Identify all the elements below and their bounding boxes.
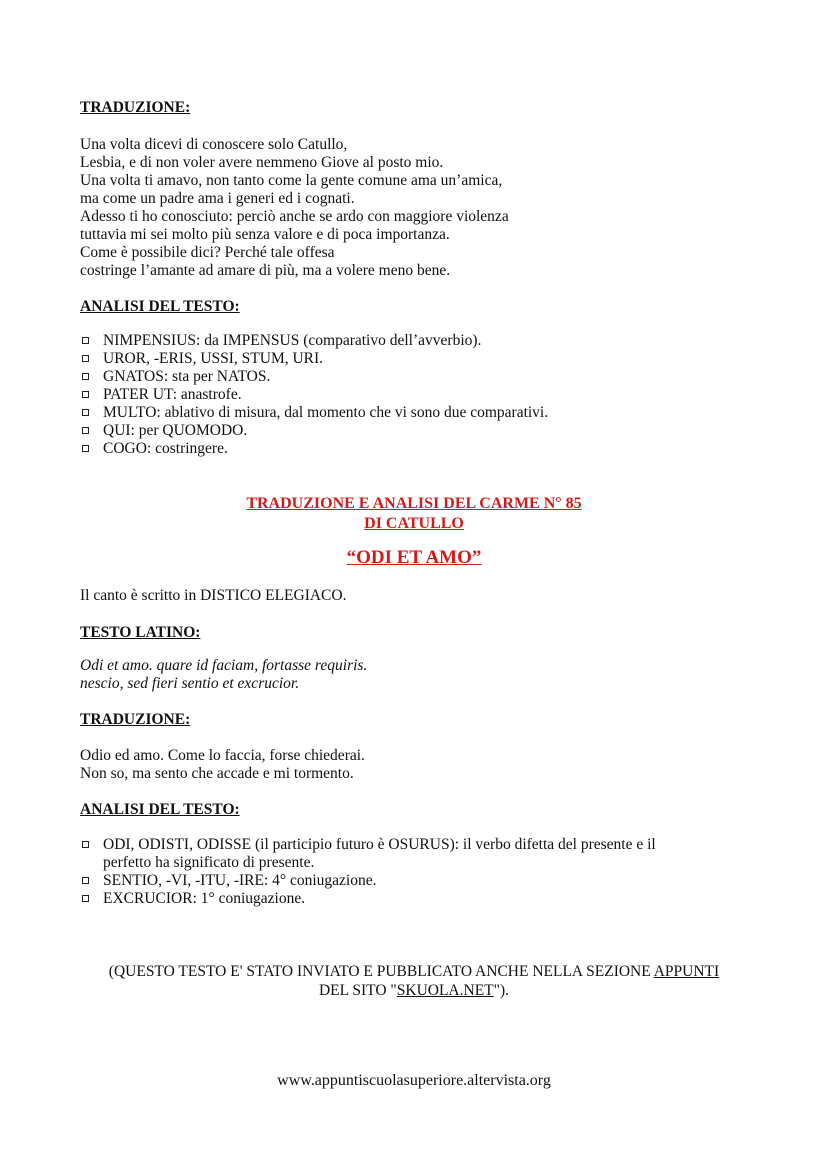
translation-heading: TRADUZIONE: (80, 99, 191, 116)
list-item: MULTO: ablativo di misura, dal momento che vi sono due comparativi. (80, 404, 548, 422)
latin-text-block (80, 657, 367, 693)
list-item: UROR, -ERIS, USSI, STUM, URI. (80, 350, 548, 368)
translation-line: Una volta dicevi di conoscere solo Catullo, (80, 136, 348, 153)
translation-line: ma come un padre ama i generi ed i cognati. (80, 190, 355, 207)
footer-note-line1: (QUESTO TESTO E' STATO INVIATO E PUBBLICATO ANCHE NELLA SEZIONE APPUNTI (108, 963, 720, 980)
checkbox-bullet-icon (82, 877, 89, 884)
footer-note-line2: DEL SITO "SKUOLA.NET"). (318, 982, 510, 999)
list-item: EXCRUCIOR: 1° coniugazione. (80, 890, 760, 908)
translation-line: Non so, ma sento che accade e mi tormento. (80, 765, 354, 782)
list-item: COGO: costringere. (80, 440, 548, 458)
website-url: www.appuntiscuolasuperiore.altervista.org (277, 1072, 551, 1089)
checkbox-bullet-icon (82, 427, 89, 434)
translation-line: Adesso ti ho conosciuto: perciò anche se ardo con maggiore violenza (80, 208, 509, 225)
checkbox-bullet-icon (82, 337, 89, 344)
checkbox-bullet-icon (82, 391, 89, 398)
carme-title-line2: DI CATULLO (364, 515, 464, 532)
latin-heading: TESTO LATINO: (80, 624, 201, 641)
carme-title: TRADUZIONE E ANALISI DEL CARME N° 85 (246, 495, 582, 512)
carme-translation-block (80, 747, 365, 783)
translation-line: Lesbia, e di non voler avere nemmeno Giove al posto mio. (80, 154, 444, 171)
checkbox-bullet-icon (82, 841, 89, 848)
checkbox-bullet-icon (82, 373, 89, 380)
translation-line: Odio ed amo. Come lo faccia, forse chiederai. (80, 747, 365, 764)
meter-note: Il canto è scritto in DISTICO ELEGIACO. (80, 587, 347, 604)
checkbox-bullet-icon (82, 895, 89, 902)
latin-line: nescio, sed fieri sentio et excrucior. (80, 675, 300, 692)
checkbox-bullet-icon (82, 409, 89, 416)
latin-line: Odi et amo. quare id faciam, fortasse requiris. (80, 657, 368, 674)
checkbox-bullet-icon (82, 355, 89, 362)
list-item: PATER UT: anastrofe. (80, 386, 548, 404)
carme-subtitle: “ODI ET AMO” (346, 547, 482, 568)
list-item: GNATOS: sta per NATOS. (80, 368, 548, 386)
carme-translation-heading: TRADUZIONE: (80, 711, 191, 728)
translation-block (80, 136, 509, 280)
list-item: QUI: per QUOMODO. (80, 422, 548, 440)
checkbox-bullet-icon (82, 445, 89, 452)
carme-analysis-heading: ANALISI DEL TESTO: (80, 801, 240, 818)
list-item: SENTIO, -VI, -ITU, -IRE: 4° coniugazione. (80, 872, 760, 890)
translation-line: tuttavia mi sei molto più senza valore e di poca importanza. (80, 226, 450, 243)
appunti-link[interactable]: APPUNTI (653, 963, 720, 980)
list-item: NIMPENSIUS: da IMPENSUS (comparativo dell’avverbio). (80, 332, 548, 350)
translation-line: Come è possibile dici? Perché tale offesa (80, 244, 335, 261)
skuola-link[interactable]: SKUOLA.NET (396, 982, 494, 999)
analysis-heading: ANALISI DEL TESTO: (80, 298, 240, 315)
list-item: ODI, ODISTI, ODISSE (il participio futuro è OSURUS): il verbo difetta del presente e il perfetto ha significato di presente. (80, 836, 760, 872)
carme-analysis-list (80, 836, 760, 908)
translation-line: costringe l’amante ad amare di più, ma a volere meno bene. (80, 262, 451, 279)
translation-line: Una volta ti amavo, non tanto come la gente comune ama un’amica, (80, 172, 503, 189)
analysis-list (80, 332, 548, 458)
